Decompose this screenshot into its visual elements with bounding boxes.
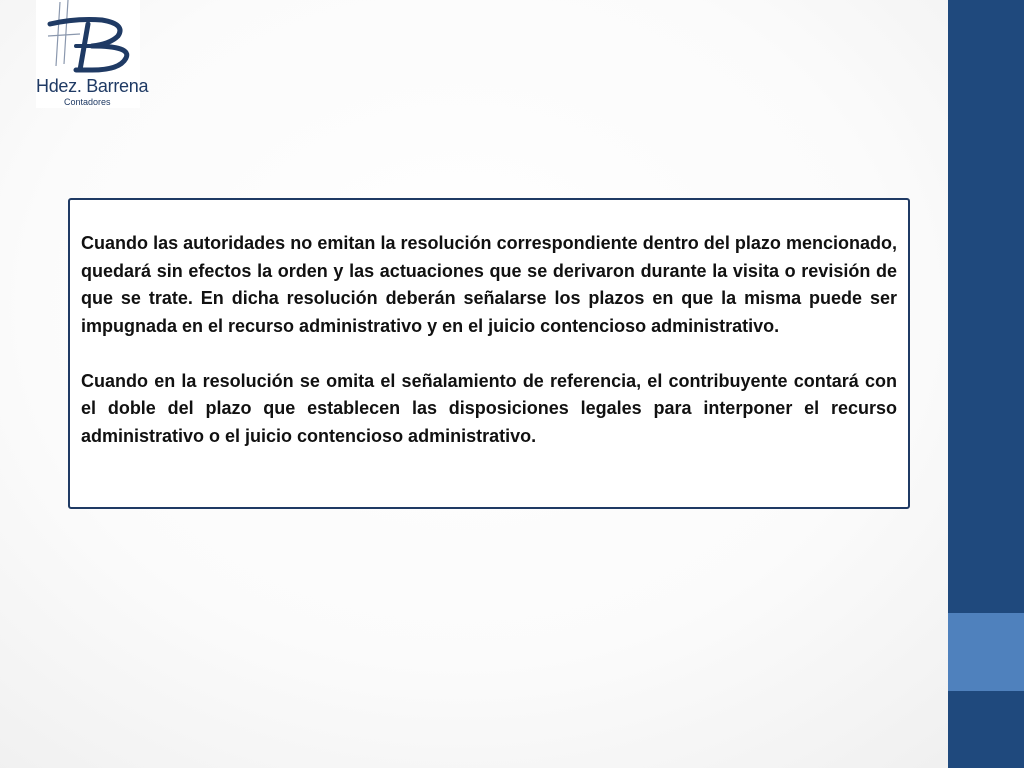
paragraph-1: Cuando las autoridades no emitan la resolución correspondiente dentro del plazo mencionado, quedará sin efectos la orden y las actuaciones que se derivaron durante la visita o revisión de que se trate. En dicha resolución deberán señalarse los plazos en que la misma puede ser impugnada en el recurso administrativo y en el juicio contencioso administrativo. (81, 233, 897, 336)
sidebar-decoration-middle (948, 613, 1024, 691)
content-box (68, 198, 910, 509)
logo-monogram-icon (36, 0, 140, 78)
company-logo (36, 0, 149, 108)
logo-subtitle: Contadores (64, 97, 111, 107)
logo-name: Hdez. Barrena (36, 76, 149, 96)
sidebar-decoration-top (948, 0, 1024, 613)
sidebar-decoration-bottom (948, 691, 1024, 768)
paragraph-2: Cuando en la resolución se omita el señalamiento de referencia, el contribuyente contará con el doble del plazo que establecen las disposiciones legales para interponer el recurso administrativo o el juicio contencioso administrativo. (81, 370, 897, 446)
